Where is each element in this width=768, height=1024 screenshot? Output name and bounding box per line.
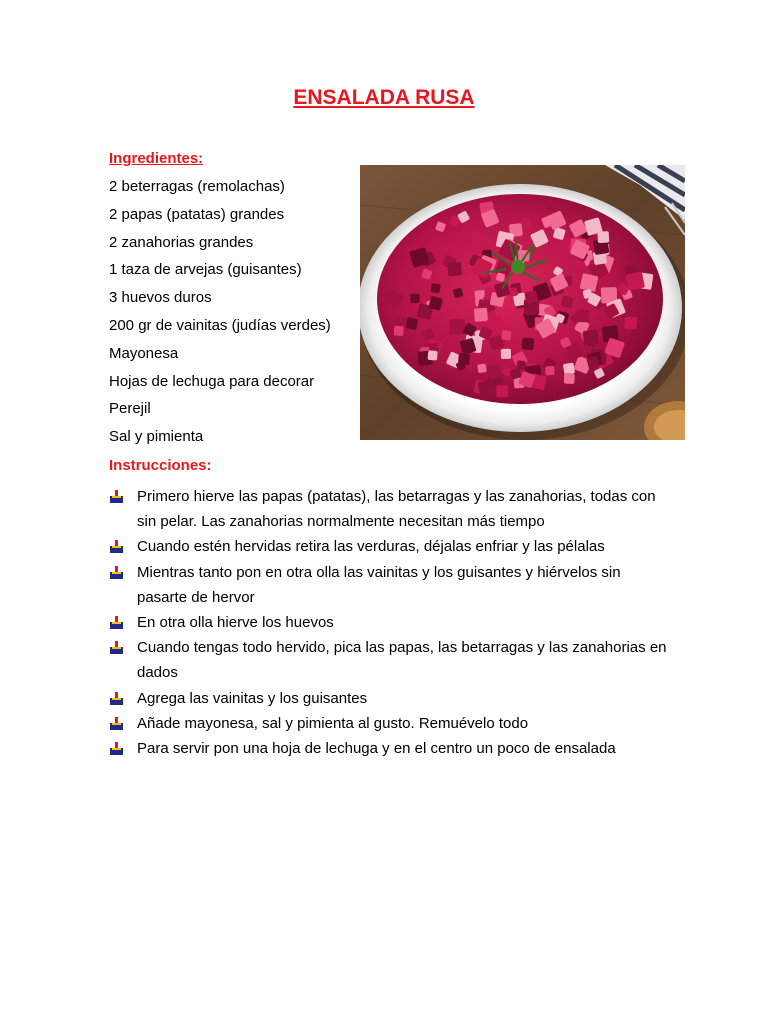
ingredient-item: 3 huevos duros xyxy=(109,289,212,307)
arrow-bullet-icon xyxy=(110,717,123,730)
arrow-bullet-icon xyxy=(110,742,123,755)
ingredient-item: Mayonesa xyxy=(109,344,179,362)
instruction-item: Para servir pon una hoja de lechuga y en el centro un poco de ensalada xyxy=(109,736,669,761)
ingredient-item: Sal y pimienta xyxy=(109,428,204,446)
ingredient-item: Perejil xyxy=(109,400,151,418)
arrow-bullet-icon xyxy=(110,692,123,705)
arrow-bullet-icon xyxy=(110,566,123,579)
recipe-title: ENSALADA RUSA xyxy=(293,86,475,109)
instruction-item: En otra olla hierve los huevos xyxy=(109,610,669,635)
ingredient-item: 200 gr de vainitas (judías verdes) xyxy=(109,316,331,334)
salad-photo xyxy=(360,165,685,440)
instruction-item: Primero hierve las papas (patatas), las betarragas y las zanahorias, todas con sin pelar. Las zanahorias normalmente necesitan más tiempo xyxy=(109,484,669,534)
instruction-item: Agrega las vainitas y los guisantes xyxy=(109,686,669,711)
arrow-bullet-icon xyxy=(110,490,123,503)
instruction-item: Mientras tanto pon en otra olla las vainitas y los guisantes y hiérvelos sin pasarte de hervor xyxy=(109,560,669,610)
ingredients-heading: Ingredientes: xyxy=(109,150,204,167)
instructions-list xyxy=(109,484,669,761)
ingredients-list xyxy=(109,178,331,456)
instruction-item: Cuando estén hervidas retira las verduras, déjalas enfriar y las pélalas xyxy=(109,534,669,559)
ingredient-item: Hojas de lechuga para decorar xyxy=(109,372,315,390)
instruction-item: Añade mayonesa, sal y pimienta al gusto. Remuévelo todo xyxy=(109,711,669,736)
ingredient-item: 2 beterragas (remolachas) xyxy=(109,178,285,195)
ingredient-item: 1 taza de arvejas (guisantes) xyxy=(109,261,302,279)
ingredient-item: 2 papas (patatas) grandes xyxy=(109,205,285,223)
ingredient-item: 2 zanahorias grandes xyxy=(109,233,254,251)
instructions-heading: Instrucciones: xyxy=(109,457,212,474)
instruction-item: Cuando tengas todo hervido, pica las papas, las betarragas y las zanahorias en dados xyxy=(109,635,669,685)
arrow-bullet-icon xyxy=(110,616,123,629)
arrow-bullet-icon xyxy=(110,540,123,553)
arrow-bullet-icon xyxy=(110,641,123,654)
